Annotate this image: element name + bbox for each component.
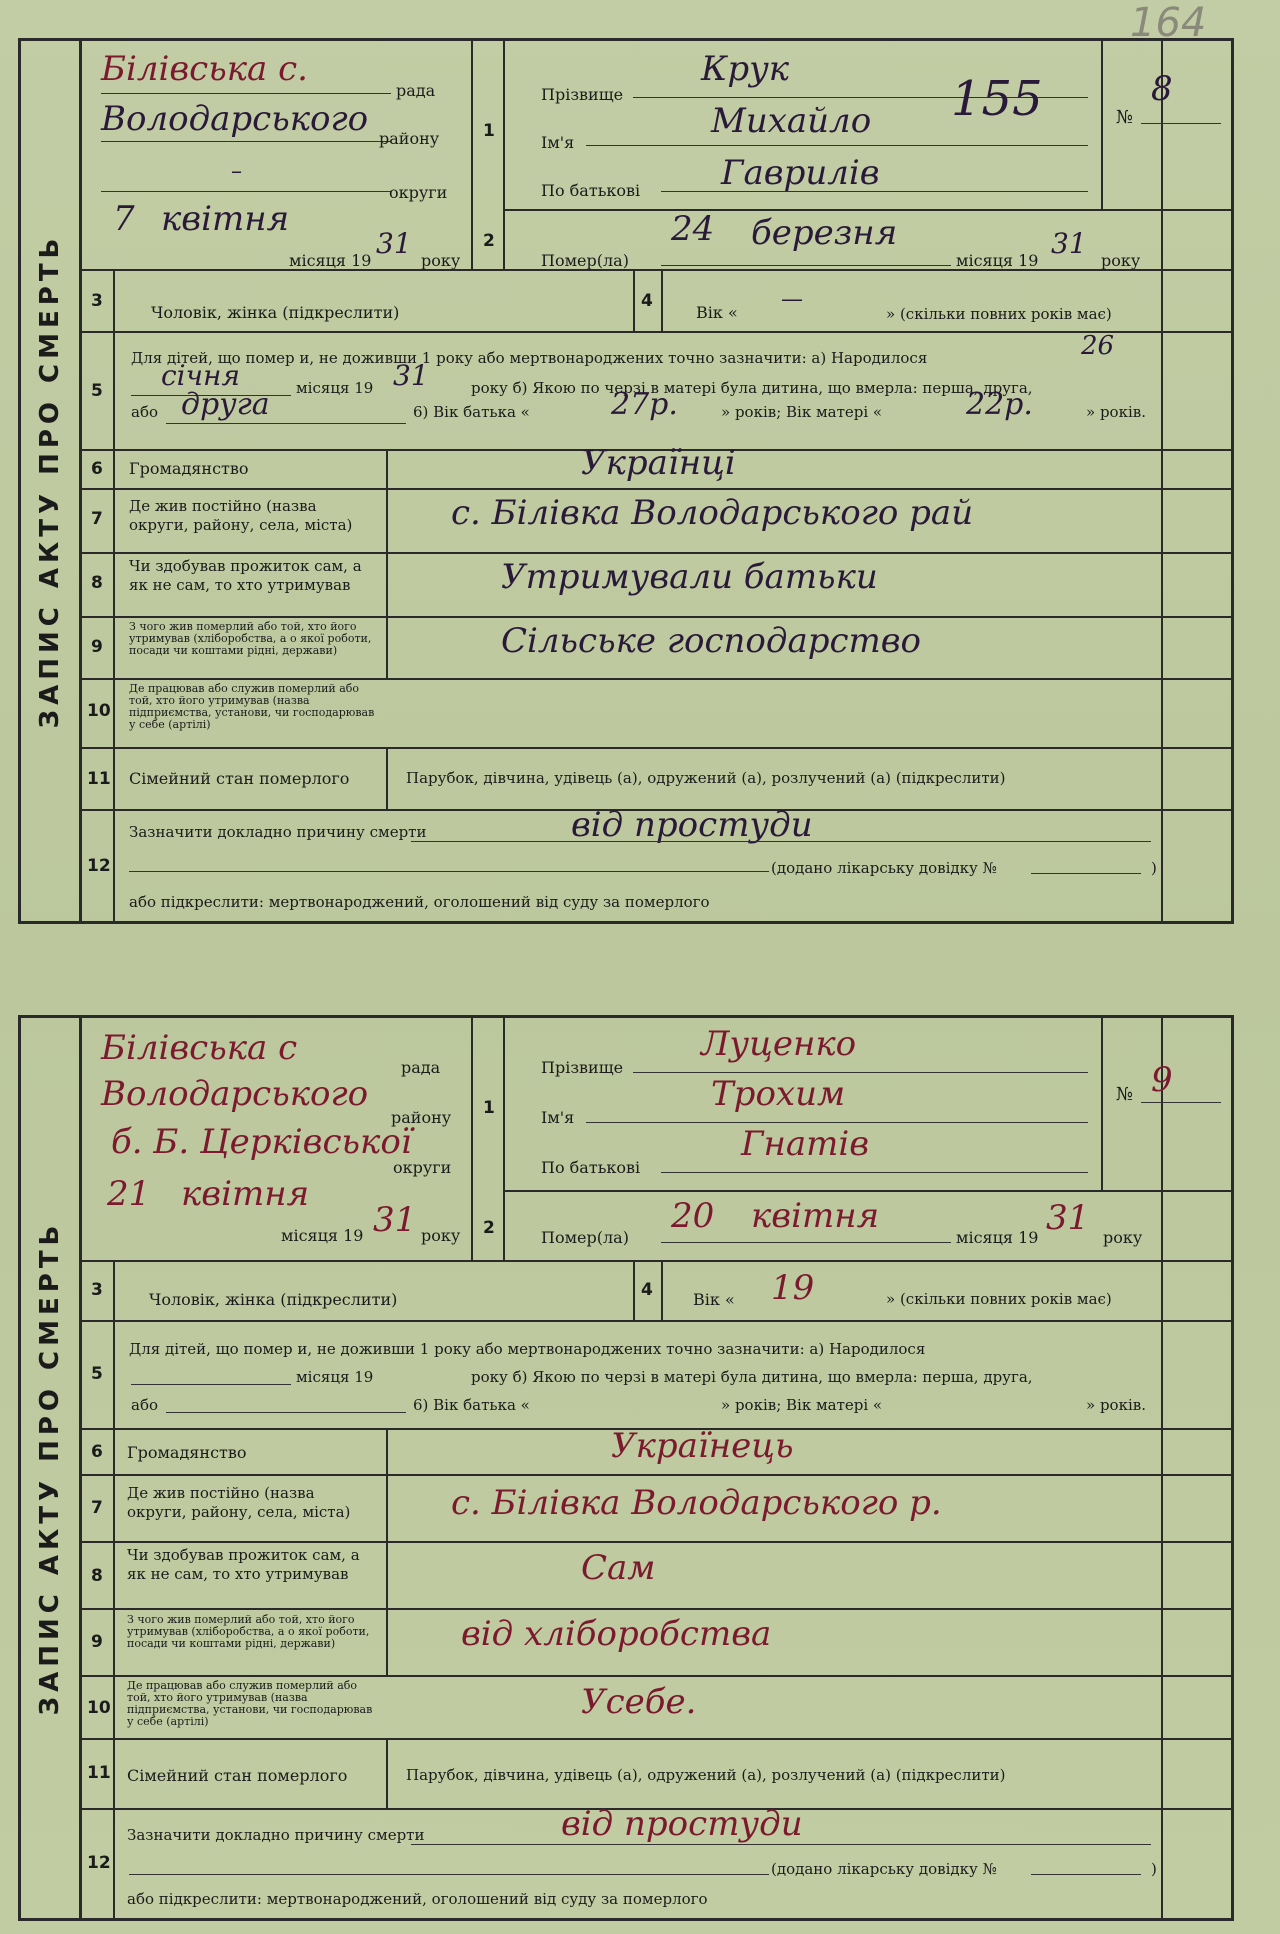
death-year: 31 [1046, 1198, 1090, 1238]
name-value: Трохим [711, 1074, 846, 1114]
side-title: ЗАПИС АКТУ ПРО СМЕРТЬ [21, 41, 82, 921]
row-number: 3 [91, 1280, 103, 1300]
surname-value: Луценко [701, 1024, 857, 1064]
row-number: 5 [91, 381, 103, 401]
row-number: 12 [87, 1853, 111, 1873]
reg-month: квітня [181, 1174, 310, 1214]
born-day: 26 [1081, 331, 1115, 361]
born-year: 31 [393, 359, 429, 392]
row-number: 2 [483, 1218, 495, 1238]
row-number: 7 [91, 509, 103, 529]
father-age: 27р. [611, 387, 678, 422]
age-value: 19 [771, 1268, 815, 1308]
okruha-value: – [231, 159, 242, 184]
reg-day: 7 [113, 199, 135, 239]
rada-value: Білівська с. [101, 49, 308, 89]
row-number: 6 [91, 459, 103, 479]
citizenship-value: Українець [611, 1426, 794, 1466]
death-day: 20 [671, 1196, 715, 1236]
row-number: 2 [483, 231, 495, 251]
row-number: 6 [91, 1442, 103, 1462]
reg-year: 31 [376, 227, 412, 260]
workplace-value: Усебе. [581, 1682, 697, 1722]
name-value: Михайло [711, 101, 872, 141]
age-value: — [781, 287, 803, 312]
livelihood-value: Сам [581, 1548, 656, 1588]
residence-value: с. Білівка Володарського рай [451, 493, 974, 533]
rada-value: Білівська с [101, 1028, 298, 1068]
archive-page-number: 164 [1130, 0, 1207, 46]
mother-age: 22р. [966, 387, 1033, 422]
source-value: Сільське господарство [501, 621, 922, 661]
rayon-value: Володарського [101, 1074, 369, 1114]
row-number: 11 [87, 1763, 111, 1783]
row-number: 5 [91, 1364, 103, 1384]
cause-value: від простуди [571, 805, 813, 845]
row-number: 11 [87, 769, 111, 789]
record-number: 8 [1151, 69, 1173, 109]
death-record-2: ЗАПИС АКТУ ПРО СМЕРТЬ 1 2 3 4 5 6 7 8 9 10 11 12 Білівська с рада Володарського району б. Б. Церківської округи 21 квітня місяця 19 31 року Прізвище Луценко Ім'я Трохим По батькові Гнатів № 9 Помер(ла) 20 квітня місяця 19 31 року Чоловік, жінка (підкреслити) Вік « 19 » (скільки повних років має) Для дітей, що помер и, не доживши 1 року або мертвонароджених точно зазначити: а) Народилося місяця 19 року б) Якою по черзі в матері була дитина, що вмерла: перша, друга, або 6) Вік батька « » років; Вік матері « » років. Громадянство Українець Де жив постійно (назва округи, району, села, міста) с. Білівка Володарського р. Чи здобував прожиток сам, а як не сам, то хто утримував Сам З чого жив померлий або той, хто його утримував (хліборобства, а о якої роботи, посади чи коштами рідні, держави) від хліборобства Де працював або служив померлий або той, хто його утримував (назва підприємства, установи, чи господарював у себе (артілі) Усебе. Сімейний стан померлого Парубок, дівчина, удівець (а), одружений (а), розлучений (а) (підкреслити) Зазначити докладно причину смерти від простуди (додано лікарську довідку № ) або підкреслити: мертвонароджений, оголошений від суду за померлого [18, 1015, 1234, 1921]
rayon-value: Володарського [101, 99, 369, 139]
cause-value: від простуди [561, 1804, 803, 1844]
okruha-value: б. Б. Церківської [111, 1122, 412, 1162]
reg-month: квітня [161, 199, 290, 239]
row-number: 8 [91, 573, 103, 593]
row-number: 7 [91, 1498, 103, 1518]
row-number: 4 [641, 291, 653, 311]
reg-year: 31 [373, 1200, 417, 1240]
death-record-1: ЗАПИС АКТУ ПРО СМЕРТЬ 1 2 3 4 5 6 7 8 9 10 11 12 Білівська с. рада Володарського району – округи 7 квітня місяця 19 31 року Прізвище Крук 155 Ім'я Михайло По батькові Гаврилів № 8 Помер(ла) 24 березня місяця 19 31 року Чоловік, жінка (підкреслити) Вік « — » (скільки повних років має) Для дітей, що помер и, не доживши 1 року або мертвонароджених точно зазначити: а) Народилося 26 січня місяця 19 31 року б) Якою по черзі в матері була дитина, що вмерла: перша, друга, або друга 6) Вік батька « 27р. » років; Вік матері « 22р. » років. Громадянство Українці Де жив постійно (назва округи, району, села, міста) с. Білівка Володарського рай Чи здобував прожиток сам, а як не сам, то хто утримував Утримували батьки З чого жив померлий або той, хто його утримував (хліборобства, а о якої роботи, посади чи коштами рідні, держави) Сільське господарство Де працював або служив померлий або той, хто його утримував (назва підприємства, установи, чи господарював у себе (артілі) Сімейний стан померлого Парубок, дівчина, удівець (а), одружений (а), розлучений (а) (підкреслити) Зазначити докладно причину смерти від простуди (додано лікарську довідку № ) або підкреслити: мертвонароджений, оголошений від суду за померлого [18, 38, 1234, 924]
row-number: 8 [91, 1566, 103, 1586]
surname-value: Крук [701, 49, 790, 89]
patronymic-value: Гнатів [741, 1124, 870, 1164]
reg-day: 21 [107, 1174, 151, 1214]
row-number: 12 [87, 856, 111, 876]
citizenship-value: Українці [581, 443, 736, 483]
death-day: 24 [671, 209, 715, 249]
row-number: 1 [483, 121, 495, 141]
row-number: 10 [87, 701, 111, 721]
row-number: 4 [641, 1280, 653, 1300]
death-month: березня [751, 213, 898, 253]
livelihood-value: Утримували батьки [501, 557, 878, 597]
patronymic-value: Гаврилів [721, 153, 880, 193]
record-number: 9 [1151, 1060, 1173, 1100]
row-number: 10 [87, 1698, 111, 1718]
row-number: 1 [483, 1098, 495, 1118]
child-order: друга [181, 387, 270, 422]
residence-value: с. Білівка Володарського р. [451, 1483, 942, 1523]
born-month: січня [161, 359, 241, 392]
row-number: 3 [91, 291, 103, 311]
death-month: квітня [751, 1196, 880, 1236]
row-number: 9 [91, 1632, 103, 1652]
side-title: ЗАПИС АКТУ ПРО СМЕРТЬ [21, 1018, 82, 1918]
row-number: 9 [91, 637, 103, 657]
death-year: 31 [1051, 227, 1087, 260]
source-value: від хліборобства [461, 1614, 772, 1654]
stamp-number: 155 [951, 71, 1043, 127]
